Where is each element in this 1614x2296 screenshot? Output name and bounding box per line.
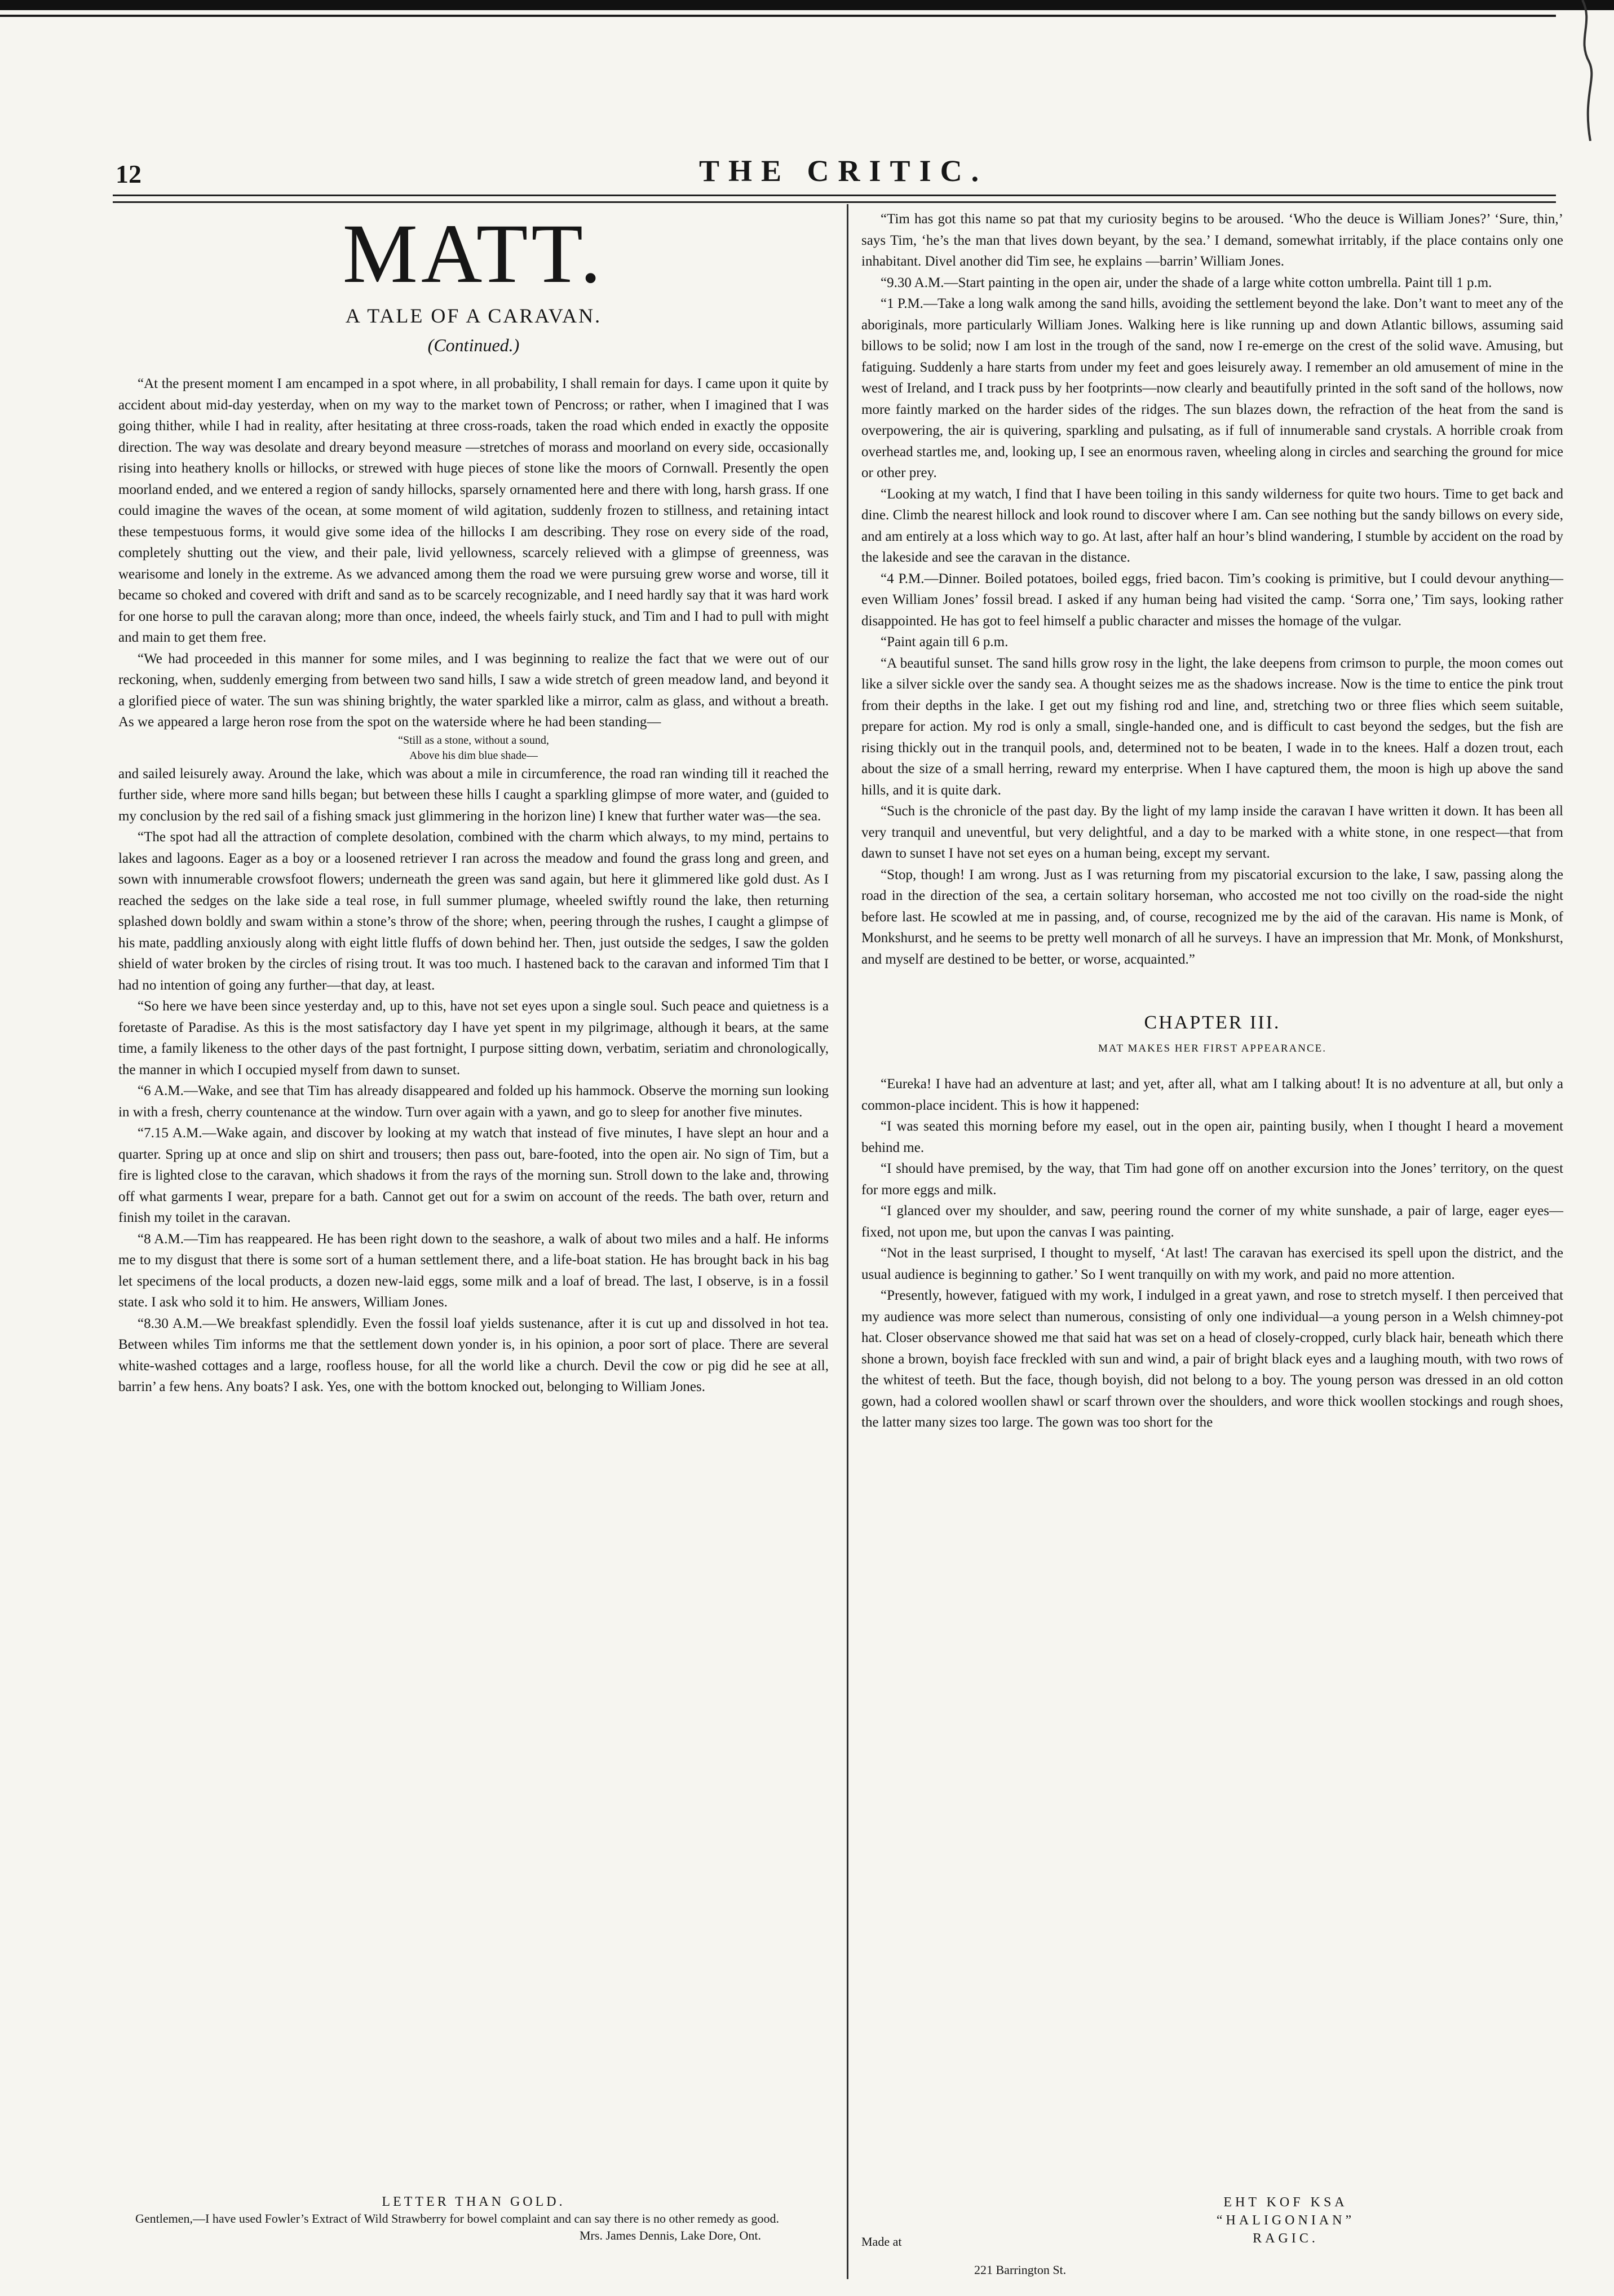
binding-mark-icon (1577, 0, 1599, 141)
paragraph: “7.15 A.M.—Wake again, and discover by looking at my watch that instead of five minutes, I have slept an hour and a quarter. Spring up at once and slip on shirt and trousers; then pass out, bare-footed, into the open air. No sign of Tim, but a fire is lighted close to the caravan, which shadows it from the rays of the morning sun. Stroll down to the lake and, throwing off what garments I wear, prepare for a bath. Cannot get out for a swim on account of the reeds. The bath over, return and finish my toilet in the caravan. (118, 1125, 829, 1225)
paragraph: “We had proceeded in this manner for some miles, and I was beginning to realize the fact that we were out of our reckoning, when, suddenly emerging from between two sand hills, I saw a wide stretch of green meadow land, and beyond it a glorified piece of water. The sun was shining brightly, the water sparkled like a mirror, calm as glass, and without a breath. As we appeared a large heron rose from the spot on the waterside where he had been standing— (118, 651, 829, 730)
column-rule (847, 204, 848, 2279)
ad-text: Gentlemen,—I have used Fowler’s Extract of Wild Strawberry for bowel complaint and can say there is no other remedy as good. (135, 2211, 779, 2226)
running-head: THE CRITIC. (699, 154, 988, 188)
ad-line: RAGIC. (1253, 2231, 1319, 2246)
paragraph: “Looking at my watch, I find that I have been toiling in this sandy wilderness for quite two hours. Time to get back and dine. Climb the nearest hillock and look round to discover where I am. Can see nothing but the sandy billows on every side, and am entirely at a loss which way to go. At last, after half an hour’s blind wandering, I stumble by accident on the road by the lakeside and see the caravan in the distance. (861, 486, 1563, 565)
paragraph: “Paint again till 6 p.m. (881, 634, 1009, 650)
paragraph: “Tim has got this name so pat that my curiosity begins to be aroused. ‘Who the deuce is William Jones?’ ‘Sure, thin,’ says Tim, ‘he’s the man that lives down beyant, by the sea.’ I demand, somewhat irritably, if the place contains only one inhabitant. Divel another did Tim see, he explains —barrin’ William Jones. (861, 211, 1563, 269)
paragraph: “8.30 A.M.—We breakfast splendidly. Even the fossil loaf yields sustenance, after it is cut up and dissolved in hot tea. Between whiles Tim informs me that the settlement down yonder is, in his opinion, a poor sort of place. There are several white-washed cottages and a large, roofless house, for all the world like a church. Devil the cow or pig did he see at all, barrin’ a few hens. Any boats? I ask. Yes, one with the bottom knocked out, belonging to William Jones. (118, 1315, 829, 1394)
header-rule (113, 195, 1556, 203)
ad-line: EHT KOF KSA (1223, 2195, 1348, 2210)
paragraph: “I was seated this morning before my easel, out in the open air, painting busily, when I thought I heard a movement behind me. (861, 1119, 1563, 1155)
paragraph: “Presently, however, fatigued with my work, I indulged in a great yawn, and rose to stretch myself. I then perceived that my audience was more select than numerous, consisting of only one individual—a young person in a Welsh chimney-pot hat. Closer observance showed me that said hat was set on a head of closely-cropped, curly black hair, beneath which there shone a brown, boyish face freckled with sun and wind, a pair of bright black eyes and a laughing mouth, with two rows of the whitest of teeth. But the face, though boyish, did not belong to a boy. The young person was dressed in an old cotton gown, had a colored woollen shawl or scarf thrown over the shoulders, and wore thick woollen stockings and rough shoes, the latter many sizes too large. The gown was too short for the (861, 1288, 1563, 1430)
paragraph: “So here we have been since yesterday and, up to this, have not set eyes upon a single soul. Such peace and quietness is a foretaste of Paradise. As this is the most satisfactory day I have yet spent in my pilgrimage, although it bears, at the same time, a family likeness to the other days of the past fortnight, I purpose sitting down, verbatim, seriatim and chronologically, the manner in which I occupied myself from dawn to sunset. (118, 999, 829, 1078)
story-subtitle: A TALE OF A CARAVAN. (345, 304, 602, 327)
paragraph: “The spot had all the attraction of complete desolation, combined with the charm which always, to my mind, pertains to lakes and lagoons. Eager as a boy or a loosened retriever I ran across the meadow and found the grass long and green, and sown with innumerable crowsfoot flowers; underneath the green was sand again, but here it glimmered like gold dust. As I reached the sedges on the lake side a teal rose, in full summer plumage, wheeled swiftly round the lake, then returning splashed down boldly and swam within a stone’s throw of the shore; when, peering through the rushes, I caught a glimpse of his mate, paddling anxiously along with eight little fluffs of down behind her. Then, just outside the sedges, I saw the golden shield of water broken by the circles of rising trout. It was too much. I hastened back to the caravan and informed Tim that I had no intention of going any further—that day, at least. (118, 829, 829, 993)
ad-address: 221 Barrington St. (974, 2263, 1067, 2277)
ad-signature: Mrs. James Dennis, Lake Dore, Ont. (580, 2228, 761, 2242)
paragraph: “Eureka! I have had an adventure at last; and yet, after all, what am I talking about! It is no adventure at all, but only a common-place incident. This is how it happened: (861, 1076, 1563, 1113)
page-number: 12 (116, 160, 141, 188)
paragraph: “Not in the least surprised, I thought to myself, ‘At last! The caravan has exercised its spell upon the district, and the usual audience is beginning to gather.’ So I went tranquilly on with my work, and paid no more attention. (861, 1246, 1563, 1282)
paragraph: “1 P.M.—Take a long walk among the sand hills, avoiding the settlement beyond the lake. Don’t want to meet any of the aboriginals, more particularly William Jones. Walking here is like running up and down Atlantic billows, assuming said billows to be solid; now I am lost in the trough of the sand, now I re-emerge on the crest of the solid wave. Amusing, but fatiguing. Suddenly a hare starts from under my feet and goes leisurely away. I remember an old amusement of mine in the west of Ireland, and I track puss by her footprints—now clearly and beautifully printed in the soft sand of the hollows, now more faintly marked on the harder sides of the ridges. The sun blazes down, the refraction of the heat from the sand is overpowering, the air is quivering, sparkling and pulsating, as if full of innumerable sand crystals. A horrible croak from overhead startles me, and, looking up, I see an enormous raven, wheeling along in circles and searching the ground for mice or other prey. (861, 296, 1563, 480)
paragraph: “6 A.M.—Wake, and see that Tim has already disappeared and folded up his hammock. Observe the morning sun looking in with a fresh, cherry countenance at the window. Turn over again with a yawn, and go to sleep for another five minutes. (118, 1083, 829, 1120)
top-border-line (0, 15, 1556, 17)
paragraph: “A beautiful sunset. The sand hills grow rosy in the light, the lake deepens from crimson to purple, the moon comes out like a silver sickle over the sandy sea. A thought seizes me as the shadows increase. Now is the time to entice the pink trout from their depths in the lake. I get out my fishing rod and line, and, stretching two or three flies which seem suitable, prepare for action. My rod is only a small, single-handed one, and is difficult to cast beyond the sedges, but the fish are rising thickly out in the tranquil pools, and, determined not to be beaten, I wade in to the knees. Half a dozen trout, each about the size of a small herring, reward my enterprise. When I have captured them, the moon is high up above the sand hills, and it is quite dark. (861, 655, 1563, 798)
continued-note: (Continued.) (427, 335, 520, 355)
advertisement-right (861, 2193, 1563, 2277)
left-column (118, 209, 829, 1398)
paragraph: “4 P.M.—Dinner. Boiled potatoes, boiled eggs, fried bacon. Tim’s cooking is primitive, but I could devour anything—even William Jones’ fossil bread. I asked if any human being had visited the camp. ‘Sorra one,’ Tim says, looking rather disappointed. He has got to feel himself a public character and misses the homage of the vulgar. (861, 571, 1563, 629)
paragraph: and sailed leisurely away. Around the lake, which was about a mile in circumference, the road ran winding till it reached the further side, where more sand hills began; but between these hills I caught a sparkling glimpse of more water, and (guided to my conclusion by the red sail of a fishing smack just glimmering in the horizon line) I knew that further water was—the sea. (118, 766, 829, 824)
paragraph: “Stop, though! I am wrong. Just as I was returning from my piscatorial excursion to the lake, I saw, passing along the road in the direction of the sea, a certain solitary horseman, who accosted me not too civilly on the road-side the night before last. He scowled at me in passing, and, of course, recognized me by the aid of the caravan. His name is Monk, of Monkshurst, and he seems to be pretty well monarch of all he surveys. I have an impression that Mr. Monk, of Monkshurst, and myself are destined to be better, or worse, acquainted.” (861, 867, 1563, 967)
ad-made-at: Made at (861, 2235, 902, 2249)
chapter-title: MAT MAKES HER FIRST APPEARANCE. (1098, 1043, 1326, 1054)
ad-line: “HALIGONIAN” (1216, 2213, 1355, 2228)
story-title: MATT. (342, 207, 605, 301)
paragraph: “8 A.M.—Tim has reappeared. He has been right down to the seashore, a walk of about two miles and a half. He informs me to my disgust that there is some sort of a human settlement there, and a life-boat station. He has brought back in his bag let specimens of the local products, a dozen new-laid eggs, some milk and a loaf of bread. The last, I observe, is in a fossil state. I ask who sold it to him. He answers, William Jones. (118, 1231, 829, 1310)
paragraph: “I should have premised, by the way, that Tim had gone off on another excursion into the Jones’ territory, on the quest for more eggs and milk. (861, 1161, 1563, 1198)
top-border-bar (0, 0, 1614, 10)
advertisement-left (118, 2193, 829, 2244)
paragraph: “9.30 A.M.—Start painting in the open air, under the shade of a large white cotton umbrella. Paint till 1 p.m. (881, 275, 1492, 290)
paragraph: “Such is the chronicle of the past day. By the light of my lamp inside the caravan I have written it down. It has been all very tranquil and uneventful, but very delightful, and a day to be marked with a white stone, in one respect—that from dawn to sunset I have not set eyes on a human being, except my servant. (861, 803, 1563, 861)
verse-line: Above his dim blue shade— (409, 749, 538, 762)
paragraph: “At the present moment I am encamped in a spot where, in all probability, I shall remain for days. I came upon it quite by accident about mid-day yesterday, when on my way to the market town of Pencross; or rather, when I imagined that I was going thither, while I had in reality, after hesitating at three cross-roads, taken the road which ended in exactly the opposite direction. The way was desolate and dreary beyond measure —stretches of morass and moorland on every side, occasionally rising into heathery knolls or hillocks, or strewed with huge pieces of stone like the moors of Cornwall. Presently the open moorland ended, and we entered a region of sandy hillocks, sparsely ornamented here and there with long, harsh grass. If one could imagine the waves of the ocean, at some moment of wild agitation, suddenly frozen to stillness, and retaining intact these tempestuous forms, it would give some idea of the hillocks I am describing. They rose on every side of the road, completely shutting out the view, and their pale, livid yellowness, scarcely relieved with a glimpse of greenness, was wearisome and lonely in the extreme. As we advanced among them the road we were pursuing grew worse and worse, till it became so choked and covered with drift and sand as to be scarcely recognizable, and I need hardly say that it was hard work for one horse to pull the caravan along; more than once, indeed, the wheels fairly stuck, and Tim and I had to pull with might and main to get them free. (118, 376, 829, 645)
right-column (861, 209, 1563, 1433)
chapter-heading: CHAPTER III. (1144, 1012, 1281, 1033)
paragraph: “I glanced over my shoulder, and saw, peering round the corner of my white sunshade, a pair of large, eager eyes—fixed, not upon me, but upon the canvas I was painting. (861, 1203, 1563, 1240)
verse-line: “Still as a stone, without a sound, (398, 734, 549, 747)
ad-heading: LETTER THAN GOLD. (382, 2195, 565, 2209)
